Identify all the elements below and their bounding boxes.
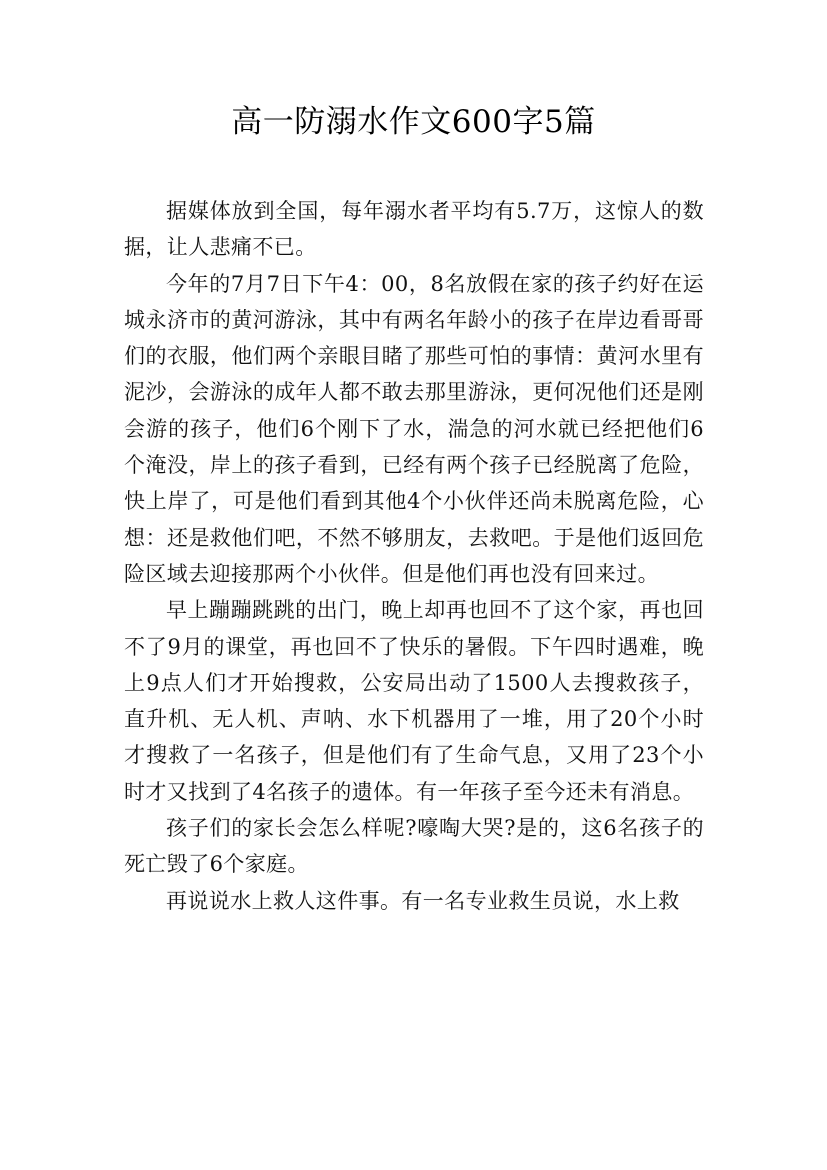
- paragraph: 孩子们的家长会怎么样呢?嚎啕大哭?是的，这6名孩子的死亡毁了6个家庭。: [124, 816, 704, 877]
- paragraph: 再说说水上救人这件事。有一名专业救生员说，水上救: [166, 888, 680, 913]
- paragraph: 早上蹦蹦跳跳的出门，晚上却再也回不了这个家，再也回不了9月的课堂，再也回不了快乐的暑假。下午四时遇难，晚上9点人们才开始搜救，公安局出动了1500人去搜救孩子，直升机、无人机、声呐、水下机器用了一堆，用了20个小时才搜救了一名孩子，但是他们有了生命气息，又用了23个小时才又找到了4名孩子的遗体。有一年孩子至今还未有消息。: [124, 598, 704, 804]
- document-body: [124, 193, 704, 919]
- paragraph: 今年的7月7日下午4：00，8名放假在家的孩子约好在运城永济市的黄河游泳，其中有两名年龄小的孩子在岸边看哥哥们的衣服，他们两个亲眼目睹了那些可怕的事情：黄河水里有泥沙，会游泳的成年人都不敢去那里游泳，更何况他们还是刚会游的孩子，他们6个刚下了水，湍急的河水就已经把他们6个淹没，岸上的孩子看到，已经有两个孩子已经脱离了危险，快上岸了，可是他们看到其他4个小伙伴还尚未脱离危险，心想：还是救他们吧，不然不够朋友，去救吧。于是他们返回危险区域去迎接那两个小伙伴。但是他们再也没有回来过。: [124, 271, 704, 586]
- document-title: 高一防溺水作文600字5篇: [231, 104, 596, 140]
- paragraph: 据媒体放到全国，每年溺水者平均有5.7万，这惊人的数据，让人悲痛不已。: [124, 199, 704, 260]
